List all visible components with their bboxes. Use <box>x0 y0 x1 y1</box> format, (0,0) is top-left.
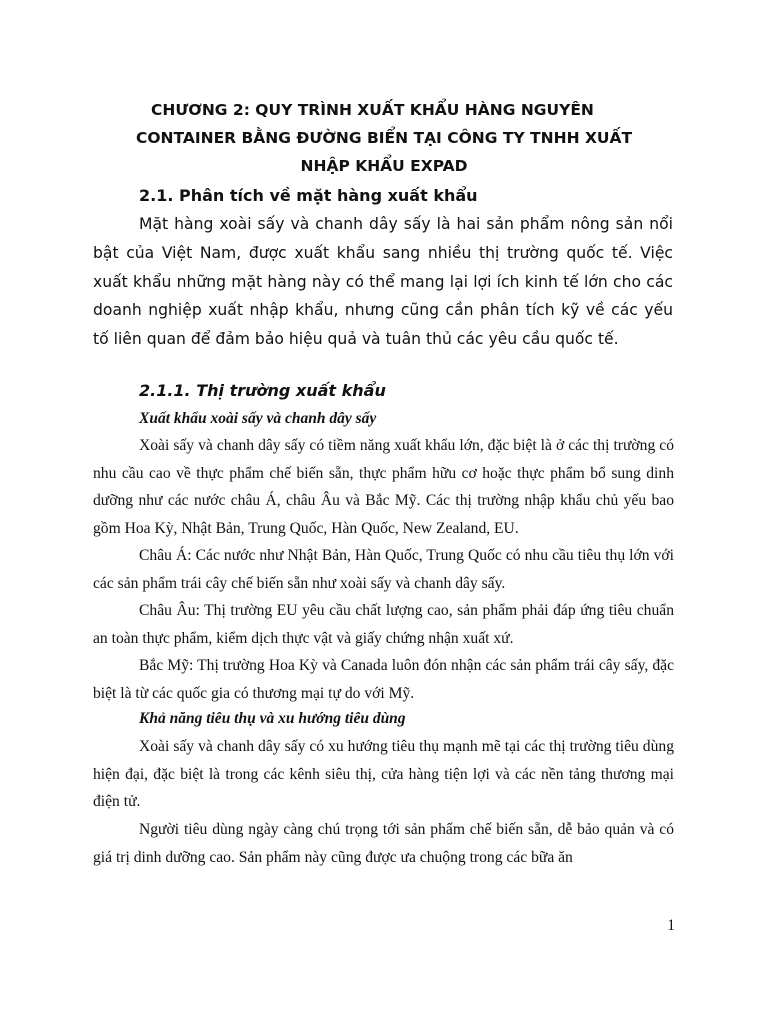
chapter-title-line-3: NHẬP KHẨU EXPAD <box>300 157 468 175</box>
section-heading-2-1-1: 2.1.1. Thị trường xuất khẩu <box>139 381 386 400</box>
paragraph-consumption-trend: Xoài sấy và chanh dây sấy có xu hướng tiêu thụ mạnh mẽ tại các thị trường tiêu dùng hiện đại, đặc biệt là trong các kênh siêu thị, cửa hàng tiện lợi và các nền tảng thương mại điện tử. <box>93 738 674 810</box>
paragraph-asia: Châu Á: Các nước như Nhật Bản, Hàn Quốc, Trung Quốc có nhu cầu tiêu thụ lớn với các sản phẩm trái cây chế biến sẵn như xoài sấy và chanh dây sấy. <box>93 547 674 592</box>
section-heading-2-1: 2.1. Phân tích về mặt hàng xuất khẩu <box>139 186 478 205</box>
page-number: 1 <box>667 917 675 934</box>
chapter-title <box>95 96 673 180</box>
paragraph-europe: Châu Âu: Thị trường EU yêu cầu chất lượng cao, sản phẩm phải đáp ứng tiêu chuẩn an toàn thực phẩm, kiểm dịch thực vật và giấy chứng nhận xuất xứ. <box>93 602 674 647</box>
chapter-title-line-2: CONTAINER BẰNG ĐƯỜNG BIỂN TẠI CÔNG TY TNHH XUẤT <box>135 129 633 147</box>
paragraph-north-america: Bắc Mỹ: Thị trường Hoa Kỳ và Canada luôn đón nhận các sản phẩm trái cây sấy, đặc biệt là từ các quốc gia có thương mại tự do với Mỹ. <box>93 657 674 702</box>
subheading-consumption: Khả năng tiêu thụ và xu hướng tiêu dùng <box>139 710 406 727</box>
subheading-export: Xuất khẩu xoài sấy và chanh dây sấy <box>139 410 377 427</box>
chapter-title-line-1: CHƯƠNG 2: QUY TRÌNH XUẤT KHẨU HÀNG NGUYÊN <box>151 101 594 119</box>
section-intro-paragraph: Mặt hàng xoài sấy và chanh dây sấy là hai sản phẩm nông sản nổi bật của Việt Nam, được xuất khẩu sang nhiều thị trường quốc tế. Việc xuất khẩu những mặt hàng này có thể mang lại lợi ích kinh tế lớn cho các doanh nghiệp xuất nhập khẩu, nhưng cũng cần phân tích kỹ về các yếu tố liên quan để đảm bảo hiệu quả và tuân thủ các yêu cầu quốc tế. <box>93 215 673 349</box>
paragraph-export-potential: Xoài sấy và chanh dây sấy có tiềm năng xuất khẩu lớn, đặc biệt là ở các thị trường có nhu cầu cao về thực phẩm chế biến sẵn, thực phẩm hữu cơ hoặc thực phẩm bổ sung dinh dưỡng như các nước châu Á, châu Âu và Bắc Mỹ. Các thị trường nhập khẩu chủ yếu bao gồm Hoa Kỳ, Nhật Bản, Trung Quốc, Hàn Quốc, New Zealand, EU. <box>93 437 674 537</box>
paragraph-consumer-focus: Người tiêu dùng ngày càng chú trọng tới sản phẩm chế biến sẵn, dễ bảo quản và có giá trị dinh dưỡng cao. Sản phẩm này cũng được ưa chuộng trong các bữa ăn <box>93 821 674 866</box>
